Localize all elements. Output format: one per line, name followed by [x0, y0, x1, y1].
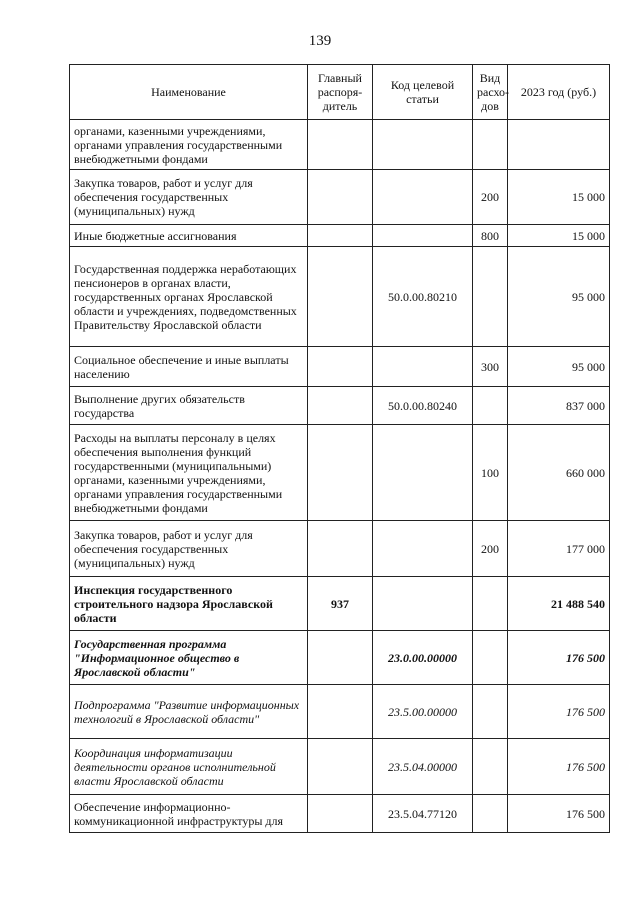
row-type: 200 [473, 521, 508, 577]
row-amount: 95 000 [508, 347, 610, 387]
row-manager [308, 347, 373, 387]
row-amount: 176 500 [508, 739, 610, 795]
row-amount: 837 000 [508, 387, 610, 425]
row-type [473, 631, 508, 685]
row-type: 300 [473, 347, 508, 387]
row-code: 23.0.00.00000 [373, 631, 473, 685]
row-type [473, 387, 508, 425]
header-target-code: Код целевой статьи [373, 65, 473, 120]
row-amount: 177 000 [508, 521, 610, 577]
row-type [473, 685, 508, 739]
header-name: Наименование [70, 65, 308, 120]
row-code: 23.5.04.00000 [373, 739, 473, 795]
row-amount: 15 000 [508, 170, 610, 225]
row-name: Координация информатизации деятельности органов исполнительной власти Ярославской области [70, 739, 308, 795]
table-row [70, 247, 610, 347]
table-row [70, 120, 610, 170]
row-manager: 937 [308, 577, 373, 631]
row-code [373, 347, 473, 387]
table-row [70, 521, 610, 577]
table-row [70, 685, 610, 739]
row-manager [308, 685, 373, 739]
row-code: 23.5.04.77120 [373, 795, 473, 833]
row-type [473, 739, 508, 795]
row-manager [308, 120, 373, 170]
table-row [70, 225, 610, 247]
table-row [70, 387, 610, 425]
row-code [373, 425, 473, 521]
row-code: 23.5.00.00000 [373, 685, 473, 739]
row-manager [308, 795, 373, 833]
row-name: Выполнение других обязательств государства [70, 387, 308, 425]
row-code: 50.0.00.80240 [373, 387, 473, 425]
row-code [373, 225, 473, 247]
row-type: 200 [473, 170, 508, 225]
header-year: 2023 год (руб.) [508, 65, 610, 120]
row-amount: 176 500 [508, 685, 610, 739]
row-type: 800 [473, 225, 508, 247]
row-manager [308, 425, 373, 521]
row-amount: 95 000 [508, 247, 610, 347]
table-header-row [70, 65, 610, 120]
row-manager [308, 631, 373, 685]
row-manager [308, 521, 373, 577]
row-name: Социальное обеспечение и иные выплаты населению [70, 347, 308, 387]
row-type: 100 [473, 425, 508, 521]
row-code [373, 521, 473, 577]
row-name: Обеспечение информационно-коммуникационной инфраструктуры для [70, 795, 308, 833]
row-type [473, 247, 508, 347]
row-manager [308, 225, 373, 247]
row-name: Иные бюджетные ассигнования [70, 225, 308, 247]
row-amount: 176 500 [508, 631, 610, 685]
row-amount: 176 500 [508, 795, 610, 833]
row-name: Государственная программа "Информационное общество в Ярославской области" [70, 631, 308, 685]
table-row [70, 425, 610, 521]
row-amount: 21 488 540 [508, 577, 610, 631]
table-row [70, 795, 610, 833]
table-row [70, 347, 610, 387]
table-row [70, 170, 610, 225]
row-type [473, 120, 508, 170]
row-name: Государственная поддержка неработающих пенсионеров в органах власти, государственных органах Ярославской области и учреждениях, подведомственных Правительству Ярославской области [70, 247, 308, 347]
row-manager [308, 247, 373, 347]
row-name: органами, казенными учреждениями, органами управления государственными внебюджетными фондами [70, 120, 308, 170]
row-name: Подпрограмма "Развитие информационных технологий в Ярославской области" [70, 685, 308, 739]
row-name: Инспекция государственного строительного надзора Ярославской области [70, 577, 308, 631]
table-row [70, 577, 610, 631]
row-manager [308, 170, 373, 225]
header-manager: Главный распоря-дитель [308, 65, 373, 120]
row-code [373, 170, 473, 225]
row-code [373, 120, 473, 170]
row-manager [308, 387, 373, 425]
table-row [70, 739, 610, 795]
row-manager [308, 739, 373, 795]
row-code [373, 577, 473, 631]
header-expense-type: Вид расхо-дов [473, 65, 508, 120]
row-amount: 15 000 [508, 225, 610, 247]
budget-table [69, 64, 610, 833]
row-type [473, 577, 508, 631]
row-name: Закупка товаров, работ и услуг для обеспечения государственных (муниципальных) нужд [70, 521, 308, 577]
row-amount [508, 120, 610, 170]
row-type [473, 795, 508, 833]
page-number: 139 [308, 33, 332, 49]
table-row [70, 631, 610, 685]
row-name: Закупка товаров, работ и услуг для обеспечения государственных (муниципальных) нужд [70, 170, 308, 225]
row-name: Расходы на выплаты персоналу в целях обеспечения выполнения функций государственными (муниципальными) органами, казенными учреждениями, органами управления государственными внебюджетными фондами [70, 425, 308, 521]
row-amount: 660 000 [508, 425, 610, 521]
row-code: 50.0.00.80210 [373, 247, 473, 347]
